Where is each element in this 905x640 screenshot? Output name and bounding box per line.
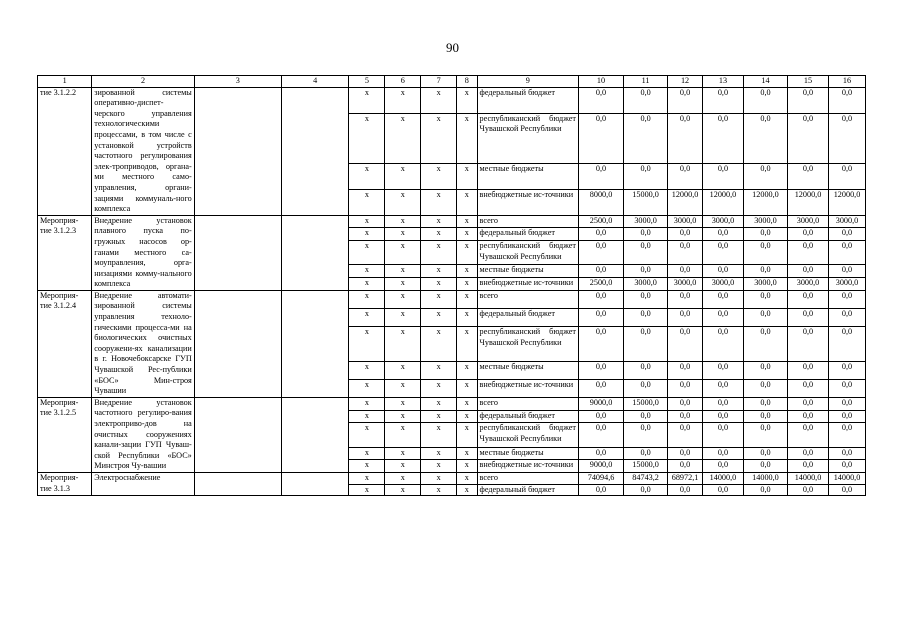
amount-cell: 0,0	[702, 379, 743, 397]
executor-cell	[194, 397, 281, 472]
amount-cell: 0,0	[743, 423, 787, 447]
amount-cell: 0,0	[702, 397, 743, 410]
funding-source: федеральный бюджет	[477, 308, 578, 326]
code-mark-cell: x	[385, 484, 421, 496]
measure-title: Электроснабжение	[92, 472, 194, 495]
amount-cell: 0,0	[743, 460, 787, 473]
amount-cell: 15000,0	[624, 460, 668, 473]
amount-cell: 0,0	[668, 265, 703, 278]
amount-cell: 0,0	[702, 361, 743, 379]
amount-cell: 0,0	[702, 290, 743, 308]
code-mark-cell: x	[385, 472, 421, 484]
code-mark-cell: x	[457, 460, 477, 473]
code-mark-cell: x	[349, 484, 385, 496]
amount-cell: 3000,0	[624, 278, 668, 291]
measure-code: Мероприя-тие 3.1.2.4	[38, 290, 92, 397]
amount-cell: 0,0	[743, 163, 787, 189]
amount-cell: 0,0	[702, 265, 743, 278]
amount-cell: 0,0	[668, 228, 703, 241]
code-mark-cell: x	[385, 163, 421, 189]
header-row	[38, 76, 866, 88]
code-mark-cell: x	[385, 265, 421, 278]
amount-cell: 0,0	[743, 447, 787, 460]
amount-cell: 3000,0	[668, 215, 703, 228]
column-header: 1	[38, 76, 92, 88]
amount-cell: 0,0	[624, 290, 668, 308]
code-mark-cell: x	[457, 113, 477, 163]
amount-cell: 3000,0	[624, 215, 668, 228]
amount-cell: 0,0	[702, 410, 743, 423]
funding-source: федеральный бюджет	[477, 228, 578, 241]
amount-cell: 3000,0	[788, 215, 829, 228]
amount-cell: 0,0	[702, 484, 743, 496]
code-mark-cell: x	[421, 87, 457, 113]
column-header: 14	[743, 76, 787, 88]
amount-cell: 0,0	[702, 460, 743, 473]
code-mark-cell: x	[349, 472, 385, 484]
amount-cell: 0,0	[578, 327, 623, 362]
amount-cell: 0,0	[788, 460, 829, 473]
amount-cell: 0,0	[743, 484, 787, 496]
amount-cell: 0,0	[743, 228, 787, 241]
code-mark-cell: x	[457, 327, 477, 362]
amount-cell: 0,0	[624, 410, 668, 423]
amount-cell: 15000,0	[624, 189, 668, 215]
amount-cell: 0,0	[828, 113, 865, 163]
code-mark-cell: x	[457, 361, 477, 379]
code-mark-cell: x	[421, 361, 457, 379]
participant-cell	[281, 397, 349, 472]
amount-cell: 0,0	[788, 265, 829, 278]
code-mark-cell: x	[349, 361, 385, 379]
amount-cell: 0,0	[788, 290, 829, 308]
amount-cell: 74094,6	[578, 472, 623, 484]
amount-cell: 0,0	[668, 484, 703, 496]
code-mark-cell: x	[349, 163, 385, 189]
code-mark-cell: x	[421, 241, 457, 265]
amount-cell: 0,0	[668, 361, 703, 379]
amount-cell: 0,0	[828, 460, 865, 473]
amount-cell: 0,0	[668, 379, 703, 397]
amount-cell: 14000,0	[702, 472, 743, 484]
amount-cell: 3000,0	[668, 278, 703, 291]
code-mark-cell: x	[457, 189, 477, 215]
measure-title: зированной системы оперативно-диспет-черского управления технологическими процессами, в том числе с установкой устройств частотного регулирования элек-троприводов, органа-ми местного само-управления, органи-зациями коммуналь-ного комплекса	[92, 87, 194, 215]
code-mark-cell: x	[385, 189, 421, 215]
code-mark-cell: x	[457, 228, 477, 241]
amount-cell: 14000,0	[828, 472, 865, 484]
amount-cell: 0,0	[668, 447, 703, 460]
amount-cell: 0,0	[828, 484, 865, 496]
column-header: 10	[578, 76, 623, 88]
amount-cell: 0,0	[668, 241, 703, 265]
amount-cell: 0,0	[624, 327, 668, 362]
code-mark-cell: x	[457, 423, 477, 447]
funding-source: внебюджетные ис-точники	[477, 460, 578, 473]
amount-cell: 0,0	[743, 361, 787, 379]
amount-cell: 0,0	[668, 87, 703, 113]
amount-cell: 8000,0	[578, 189, 623, 215]
code-mark-cell: x	[457, 290, 477, 308]
column-header: 13	[702, 76, 743, 88]
funding-table	[37, 75, 866, 496]
amount-cell: 0,0	[788, 113, 829, 163]
code-mark-cell: x	[457, 410, 477, 423]
measure-title: Внедрение автомати-зированной системы управления техноло-гическими процесса-ми на биологических очистных сооружени-ях канализации в г. Новочебоксарске ГУП Чувашской Рес-публики «БОС» Мин-строя Чувашии	[92, 290, 194, 397]
amount-cell: 0,0	[702, 113, 743, 163]
amount-cell: 0,0	[624, 379, 668, 397]
amount-cell: 0,0	[788, 163, 829, 189]
amount-cell: 14000,0	[743, 472, 787, 484]
amount-cell: 0,0	[743, 265, 787, 278]
amount-cell: 0,0	[668, 397, 703, 410]
amount-cell: 0,0	[668, 423, 703, 447]
amount-cell: 0,0	[578, 484, 623, 496]
funding-source: республиканский бюджет Чувашской Республики	[477, 113, 578, 163]
code-mark-cell: x	[421, 397, 457, 410]
table-row	[38, 87, 866, 113]
amount-cell: 0,0	[828, 397, 865, 410]
column-header: 16	[828, 76, 865, 88]
code-mark-cell: x	[421, 447, 457, 460]
measure-code: Мероприя-тие 3.1.2.5	[38, 397, 92, 472]
amount-cell: 3000,0	[743, 215, 787, 228]
executor-cell	[194, 215, 281, 290]
amount-cell: 0,0	[624, 423, 668, 447]
amount-cell: 0,0	[668, 308, 703, 326]
amount-cell: 0,0	[828, 308, 865, 326]
code-mark-cell: x	[457, 308, 477, 326]
code-mark-cell: x	[349, 265, 385, 278]
code-mark-cell: x	[457, 278, 477, 291]
code-mark-cell: x	[385, 241, 421, 265]
amount-cell: 0,0	[624, 87, 668, 113]
amount-cell: 3000,0	[702, 215, 743, 228]
amount-cell: 0,0	[668, 460, 703, 473]
code-mark-cell: x	[349, 397, 385, 410]
measure-code: Мероприя-тие 3.1.2.3	[38, 215, 92, 290]
amount-cell: 0,0	[828, 87, 865, 113]
code-mark-cell: x	[349, 460, 385, 473]
funding-source: республиканский бюджет Чувашской Республики	[477, 241, 578, 265]
executor-cell	[194, 290, 281, 397]
column-header: 8	[457, 76, 477, 88]
participant-cell	[281, 215, 349, 290]
amount-cell: 3000,0	[702, 278, 743, 291]
amount-cell: 68972,1	[668, 472, 703, 484]
code-mark-cell: x	[349, 423, 385, 447]
code-mark-cell: x	[349, 410, 385, 423]
code-mark-cell: x	[421, 379, 457, 397]
amount-cell: 2500,0	[578, 278, 623, 291]
amount-cell: 0,0	[743, 113, 787, 163]
code-mark-cell: x	[457, 241, 477, 265]
measure-title: Внедрение установок плавного пуска по-гружных насосов ор-ганами местного са-моуправления, орга-низациями комму-нального комплекса	[92, 215, 194, 290]
participant-cell	[281, 472, 349, 495]
code-mark-cell: x	[385, 327, 421, 362]
amount-cell: 0,0	[668, 290, 703, 308]
code-mark-cell: x	[349, 113, 385, 163]
funding-source: всего	[477, 472, 578, 484]
amount-cell: 0,0	[828, 379, 865, 397]
amount-cell: 0,0	[743, 290, 787, 308]
amount-cell: 84743,2	[624, 472, 668, 484]
code-mark-cell: x	[421, 163, 457, 189]
code-mark-cell: x	[421, 278, 457, 291]
amount-cell: 15000,0	[624, 397, 668, 410]
amount-cell: 14000,0	[788, 472, 829, 484]
column-header: 3	[194, 76, 281, 88]
code-mark-cell: x	[421, 113, 457, 163]
column-header: 9	[477, 76, 578, 88]
code-mark-cell: x	[457, 447, 477, 460]
table-row	[38, 397, 866, 410]
amount-cell: 0,0	[702, 327, 743, 362]
amount-cell: 0,0	[578, 290, 623, 308]
amount-cell: 0,0	[702, 163, 743, 189]
column-header: 6	[385, 76, 421, 88]
amount-cell: 0,0	[578, 163, 623, 189]
amount-cell: 0,0	[668, 113, 703, 163]
amount-cell: 0,0	[743, 379, 787, 397]
funding-source: федеральный бюджет	[477, 484, 578, 496]
amount-cell: 0,0	[624, 113, 668, 163]
code-mark-cell: x	[349, 228, 385, 241]
amount-cell: 0,0	[788, 308, 829, 326]
amount-cell: 0,0	[668, 327, 703, 362]
amount-cell: 0,0	[624, 228, 668, 241]
funding-source: внебюджетные ис-точники	[477, 379, 578, 397]
amount-cell: 0,0	[743, 397, 787, 410]
code-mark-cell: x	[349, 241, 385, 265]
code-mark-cell: x	[385, 113, 421, 163]
code-mark-cell: x	[457, 484, 477, 496]
code-mark-cell: x	[457, 215, 477, 228]
code-mark-cell: x	[385, 361, 421, 379]
amount-cell: 0,0	[578, 241, 623, 265]
amount-cell: 0,0	[624, 308, 668, 326]
executor-cell	[194, 87, 281, 215]
amount-cell: 0,0	[743, 410, 787, 423]
measure-code: тие 3.1.2.2	[38, 87, 92, 215]
amount-cell: 0,0	[624, 484, 668, 496]
funding-source: всего	[477, 290, 578, 308]
funding-source: всего	[477, 215, 578, 228]
code-mark-cell: x	[421, 423, 457, 447]
participant-cell	[281, 290, 349, 397]
amount-cell: 0,0	[743, 241, 787, 265]
amount-cell: 0,0	[702, 308, 743, 326]
measure-code: Мероприя-тие 3.1.3	[38, 472, 92, 495]
code-mark-cell: x	[349, 327, 385, 362]
column-header: 12	[668, 76, 703, 88]
amount-cell: 0,0	[828, 361, 865, 379]
code-mark-cell: x	[421, 484, 457, 496]
code-mark-cell: x	[421, 472, 457, 484]
amount-cell: 0,0	[828, 163, 865, 189]
code-mark-cell: x	[349, 87, 385, 113]
code-mark-cell: x	[349, 308, 385, 326]
amount-cell: 0,0	[788, 410, 829, 423]
amount-cell: 0,0	[788, 87, 829, 113]
amount-cell: 3000,0	[828, 278, 865, 291]
amount-cell: 0,0	[702, 87, 743, 113]
code-mark-cell: x	[385, 379, 421, 397]
amount-cell: 0,0	[578, 113, 623, 163]
amount-cell: 0,0	[578, 228, 623, 241]
code-mark-cell: x	[385, 228, 421, 241]
amount-cell: 0,0	[702, 423, 743, 447]
amount-cell: 0,0	[702, 241, 743, 265]
code-mark-cell: x	[385, 410, 421, 423]
column-header: 4	[281, 76, 349, 88]
code-mark-cell: x	[385, 87, 421, 113]
amount-cell: 0,0	[668, 163, 703, 189]
amount-cell: 0,0	[578, 265, 623, 278]
funding-source: республиканский бюджет Чувашской Республики	[477, 423, 578, 447]
column-header: 2	[92, 76, 194, 88]
amount-cell: 12000,0	[702, 189, 743, 215]
amount-cell: 12000,0	[788, 189, 829, 215]
code-mark-cell: x	[421, 228, 457, 241]
table-row	[38, 290, 866, 308]
code-mark-cell: x	[457, 87, 477, 113]
code-mark-cell: x	[457, 265, 477, 278]
amount-cell: 3000,0	[743, 278, 787, 291]
amount-cell: 0,0	[668, 410, 703, 423]
code-mark-cell: x	[421, 290, 457, 308]
amount-cell: 0,0	[578, 423, 623, 447]
funding-source: всего	[477, 397, 578, 410]
amount-cell: 0,0	[578, 308, 623, 326]
code-mark-cell: x	[385, 423, 421, 447]
code-mark-cell: x	[385, 397, 421, 410]
code-mark-cell: x	[349, 379, 385, 397]
funding-source: внебюджетные ис-точники	[477, 189, 578, 215]
code-mark-cell: x	[385, 308, 421, 326]
code-mark-cell: x	[385, 460, 421, 473]
amount-cell: 0,0	[788, 228, 829, 241]
code-mark-cell: x	[385, 447, 421, 460]
amount-cell: 0,0	[624, 265, 668, 278]
amount-cell: 0,0	[828, 423, 865, 447]
funding-source: местные бюджеты	[477, 361, 578, 379]
amount-cell: 2500,0	[578, 215, 623, 228]
code-mark-cell: x	[421, 189, 457, 215]
table-row	[38, 472, 866, 484]
code-mark-cell: x	[421, 460, 457, 473]
code-mark-cell: x	[457, 163, 477, 189]
amount-cell: 0,0	[578, 410, 623, 423]
funding-source: местные бюджеты	[477, 265, 578, 278]
amount-cell: 9000,0	[578, 460, 623, 473]
funding-source: федеральный бюджет	[477, 87, 578, 113]
amount-cell: 0,0	[828, 327, 865, 362]
code-mark-cell: x	[421, 215, 457, 228]
amount-cell: 0,0	[828, 290, 865, 308]
code-mark-cell: x	[385, 278, 421, 291]
code-mark-cell: x	[349, 215, 385, 228]
code-mark-cell: x	[421, 308, 457, 326]
amount-cell: 0,0	[828, 447, 865, 460]
amount-cell: 3000,0	[828, 215, 865, 228]
participant-cell	[281, 87, 349, 215]
amount-cell: 0,0	[788, 423, 829, 447]
amount-cell: 12000,0	[828, 189, 865, 215]
funding-source: местные бюджеты	[477, 163, 578, 189]
amount-cell: 0,0	[702, 447, 743, 460]
amount-cell: 0,0	[624, 163, 668, 189]
amount-cell: 9000,0	[578, 397, 623, 410]
amount-cell: 0,0	[624, 241, 668, 265]
amount-cell: 12000,0	[743, 189, 787, 215]
amount-cell: 0,0	[828, 265, 865, 278]
column-header: 5	[349, 76, 385, 88]
funding-source: внебюджетные ис-точники	[477, 278, 578, 291]
amount-cell: 0,0	[788, 361, 829, 379]
code-mark-cell: x	[385, 215, 421, 228]
code-mark-cell: x	[349, 290, 385, 308]
code-mark-cell: x	[457, 397, 477, 410]
executor-cell	[194, 472, 281, 495]
code-mark-cell: x	[349, 189, 385, 215]
amount-cell: 0,0	[788, 447, 829, 460]
amount-cell: 0,0	[788, 379, 829, 397]
page-number: 90	[446, 40, 459, 55]
amount-cell: 0,0	[788, 484, 829, 496]
amount-cell: 0,0	[578, 379, 623, 397]
code-mark-cell: x	[349, 278, 385, 291]
amount-cell: 0,0	[578, 447, 623, 460]
amount-cell: 0,0	[743, 87, 787, 113]
amount-cell: 3000,0	[788, 278, 829, 291]
funding-source: республиканский бюджет Чувашской Республики	[477, 327, 578, 362]
code-mark-cell: x	[457, 379, 477, 397]
amount-cell: 0,0	[624, 361, 668, 379]
amount-cell: 0,0	[624, 447, 668, 460]
amount-cell: 0,0	[828, 241, 865, 265]
code-mark-cell: x	[349, 447, 385, 460]
amount-cell: 0,0	[788, 327, 829, 362]
code-mark-cell: x	[385, 290, 421, 308]
amount-cell: 12000,0	[668, 189, 703, 215]
amount-cell: 0,0	[828, 410, 865, 423]
table-row	[38, 215, 866, 228]
column-header: 11	[624, 76, 668, 88]
code-mark-cell: x	[457, 472, 477, 484]
code-mark-cell: x	[421, 265, 457, 278]
amount-cell: 0,0	[743, 327, 787, 362]
amount-cell: 0,0	[578, 361, 623, 379]
funding-source: федеральный бюджет	[477, 410, 578, 423]
amount-cell: 0,0	[828, 228, 865, 241]
amount-cell: 0,0	[743, 308, 787, 326]
code-mark-cell: x	[421, 410, 457, 423]
amount-cell: 0,0	[788, 397, 829, 410]
table-body	[38, 87, 866, 496]
code-mark-cell: x	[421, 327, 457, 362]
measure-title: Внедрение установок частотного регулиро-вания электроприво-дов на очистных сооружениях канали-зации ГУП Чуваш-ской Республики «БОС» Минстроя Чу-вашии	[92, 397, 194, 472]
funding-source: местные бюджеты	[477, 447, 578, 460]
amount-cell: 0,0	[578, 87, 623, 113]
column-header: 15	[788, 76, 829, 88]
amount-cell: 0,0	[702, 228, 743, 241]
amount-cell: 0,0	[788, 241, 829, 265]
column-header: 7	[421, 76, 457, 88]
